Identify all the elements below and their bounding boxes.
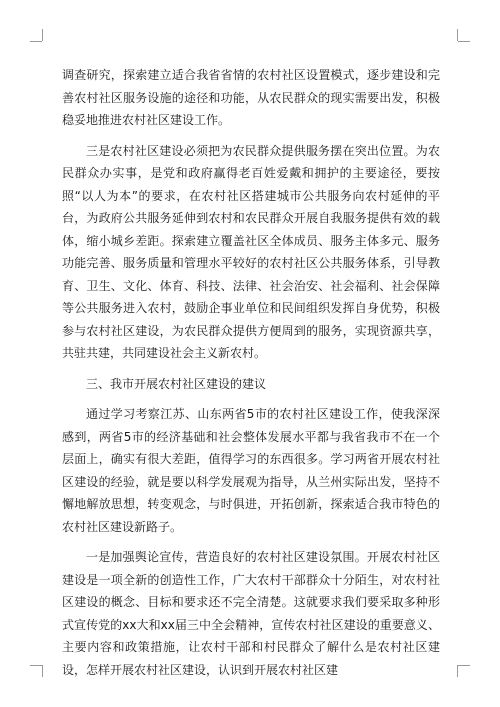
crop-mark-bottom-left-v: [42, 665, 43, 677]
crop-mark-top-right-v: [457, 29, 458, 41]
crop-mark-top-left-h: [30, 41, 42, 42]
section-heading-recommendations: 三、我市开展农村社区建设的建议: [86, 376, 267, 391]
crop-mark-bottom-right-h: [458, 665, 470, 666]
crop-mark-bottom-left-h: [30, 665, 42, 666]
paragraph-point-three-services: 三是农村社区建设必须把为农民群众提供服务摆在突出位置。为农民群众办实事，是党和政府赢得老百姓爱戴和拥护的主要途径，要按照“以人为本”的要求，在农村社区搭建城市公共服务向农村延伸的平台，为政府公共服务延伸到农村和农民群众开展自我服务提供有效的载体，缩小城乡差距。探索建立覆盖社区全体成员、服务主体多元、服务功能完善、服务质量和管理水平较好的农村社区公共服务体系，引导教育、卫生、文化、体育、科技、法律、社会治安、社会福利、社会保障等公共服务进入农村，鼓励企事业单位和民间组织发挥自身优势，积极参与农村社区建设，为农民群众提供方便周到的服务，实现资源共享，共驻共建，共同建设社会主义新农村。: [62, 143, 440, 360]
paragraph-study-tour: 通过学习考察江苏、山东两省5市的农村社区建设工作，使我深深感到，两省5市的经济基础和社会整体发展水平都与我省我市不在一个层面上，确实有很大差距，值得学习的东西很多。学习两省开展农村社区建设的经验，就是要以科学发展观为指导，从兰州实际出发，坚持不懈地解放思想，转变观念，与时俱进，开拓创新，探索适合我市特色的农村社区建设新路子。: [62, 407, 440, 534]
paragraph-research-continuation: 调查研究，探索建立适合我省省情的农村社区设置模式，逐步建设和完善农村社区服务设施的途径和功能，从农民群众的现实需要出发，积极稳妥地推进农村社区建设工作。: [62, 68, 440, 127]
crop-mark-top-right-h: [458, 41, 470, 42]
paragraph-publicity: 一是加强舆论宣传，营造良好的农村社区建设氛围。开展农村社区建设是一项全新的创造性工作，广大农村干部群众十分陌生，对农村社区建设的概念、目标和要求还不完全清楚。这就要求我们要采取多种形式宣传党的xx大和xx届三中全会精神，宣传农村社区建设的重要意义、主要内容和政策措施，让农村干部和村民群众了解什么是农村社区建设，怎样开展农村社区建设，认识到开展农村社区建: [62, 550, 440, 677]
crop-mark-top-left-v: [42, 29, 43, 41]
crop-mark-bottom-right-v: [457, 665, 458, 677]
document-body: [62, 64, 440, 689]
